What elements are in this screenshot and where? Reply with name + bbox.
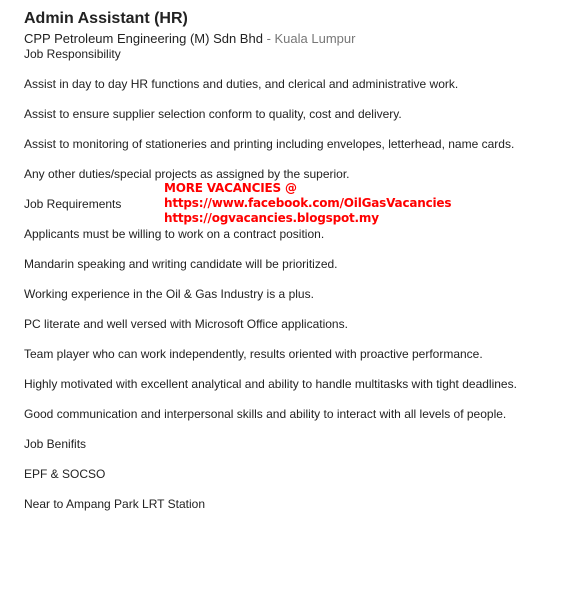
company-name: CPP Petroleum Engineering (M) Sdn Bhd bbox=[24, 31, 263, 46]
requirement-item: Team player who can work independently, results oriented with proactive performance. bbox=[24, 347, 483, 361]
responsibility-item: Assist to monitoring of stationeries and printing including envelopes, letterhead, name cards. bbox=[24, 137, 515, 151]
promo-line-3: https://ogvacancies.blogspot.my bbox=[164, 211, 379, 225]
responsibility-item: Any other duties/special projects as assigned by the superior. bbox=[24, 167, 350, 181]
benefits-heading: Job Benifits bbox=[24, 437, 87, 451]
company-line bbox=[24, 31, 355, 46]
requirement-item: Good communication and interpersonal skills and ability to interact with all levels of people. bbox=[24, 407, 507, 421]
requirement-item: Applicants must be willing to work on a contract position. bbox=[24, 227, 325, 241]
responsibility-item: Assist in day to day HR functions and duties, and clerical and administrative work. bbox=[24, 77, 459, 91]
requirements-heading: Job Requirements bbox=[24, 197, 122, 211]
requirement-item: Working experience in the Oil & Gas Industry is a plus. bbox=[24, 287, 314, 301]
requirement-item: Mandarin speaking and writing candidate will be prioritized. bbox=[24, 257, 338, 271]
job-title: Admin Assistant (HR) bbox=[24, 10, 188, 27]
promo-line-1: MORE VACANCIES @ bbox=[164, 181, 297, 195]
benefit-item: EPF & SOCSO bbox=[24, 467, 106, 481]
benefit-item: Near to Ampang Park LRT Station bbox=[24, 497, 205, 511]
responsibility-item: Assist to ensure supplier selection conform to quality, cost and delivery. bbox=[24, 107, 402, 121]
company-location: Kuala Lumpur bbox=[274, 31, 356, 46]
requirement-item: Highly motivated with excellent analytical and ability to handle multitasks with tight deadlines. bbox=[24, 377, 517, 391]
requirement-item: PC literate and well versed with Microsoft Office applications. bbox=[24, 317, 348, 331]
company-separator: - bbox=[262, 31, 275, 46]
responsibility-heading: Job Responsibility bbox=[24, 47, 121, 61]
promo-line-2: https://www.facebook.com/OilGasVacancies bbox=[164, 196, 452, 210]
